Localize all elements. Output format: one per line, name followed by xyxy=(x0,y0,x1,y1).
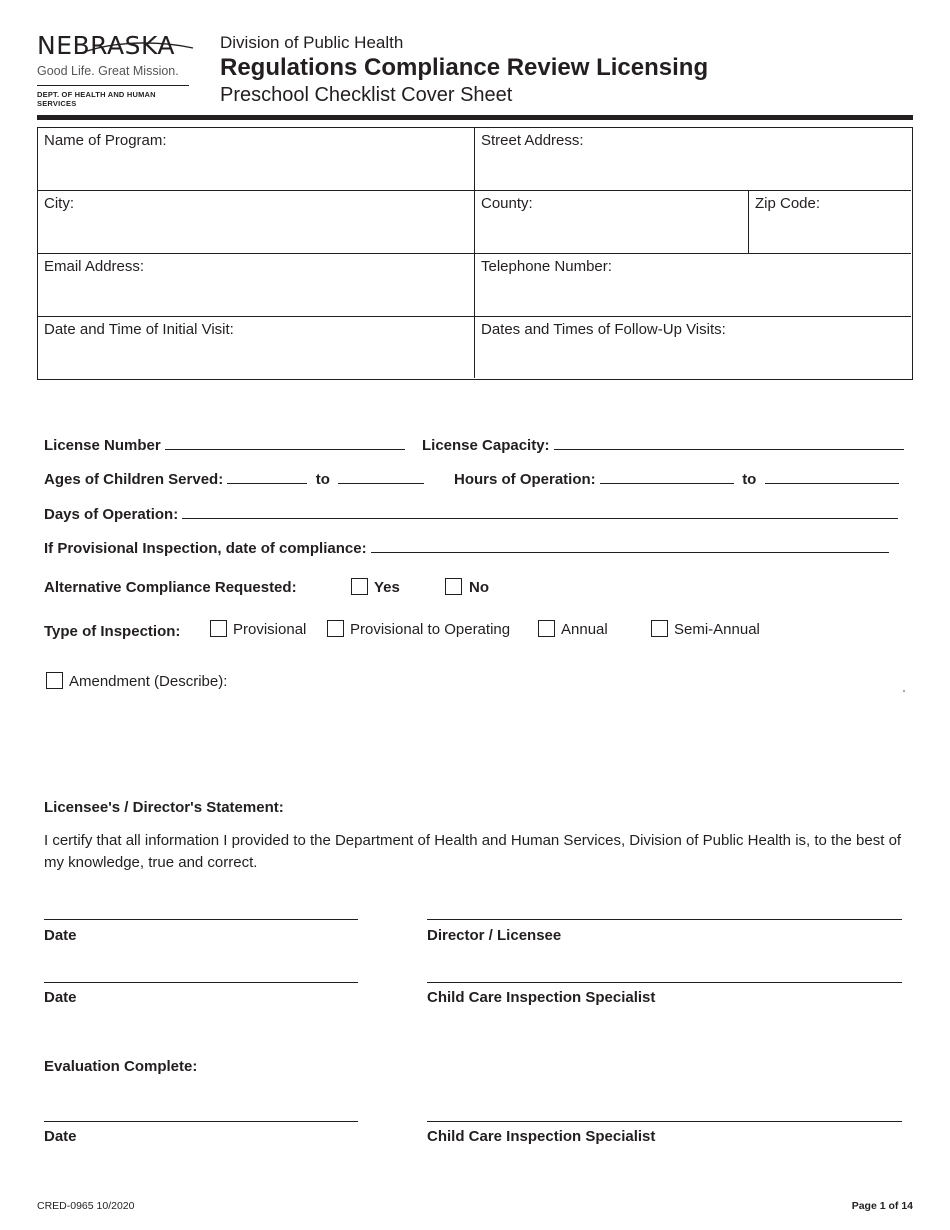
city-field[interactable] xyxy=(38,191,475,254)
amendment-checkbox[interactable] xyxy=(46,672,63,689)
amendment-label: Amendment (Describe): xyxy=(69,673,228,690)
telephone-number-label: Telephone Number: xyxy=(481,258,612,275)
zip-code-label: Zip Code: xyxy=(755,195,821,212)
document-header xyxy=(220,33,708,107)
ages-served-label: Ages of Children Served: xyxy=(44,471,224,488)
date-label-1: Date xyxy=(44,927,77,944)
type-of-inspection-label: Type of Inspection: xyxy=(44,623,181,640)
provisional-to-operating-label: Provisional to Operating xyxy=(350,621,511,638)
document-subtitle: Preschool Checklist Cover Sheet xyxy=(220,84,513,106)
provisional-label: Provisional xyxy=(233,621,307,638)
alt-compliance-no-label: No xyxy=(469,579,489,596)
logo-swoosh-icon xyxy=(85,38,195,54)
provisional-compliance-row xyxy=(44,539,889,557)
logo-dept: DEPT. OF HEALTH AND HUMAN SERVICES xyxy=(37,90,156,108)
date-label-3: Date xyxy=(44,1128,77,1145)
statement-heading: Licensee's / Director's Statement: xyxy=(44,799,284,816)
street-address-field[interactable] xyxy=(475,128,911,191)
initial-visit-label: Date and Time of Initial Visit: xyxy=(44,321,234,338)
alt-compliance-yes-checkbox[interactable] xyxy=(351,578,368,595)
inspection-specialist-label-1: Child Care Inspection Specialist xyxy=(427,989,656,1006)
name-of-program-field[interactable] xyxy=(38,128,475,191)
provisional-checkbox[interactable] xyxy=(210,620,227,637)
license-capacity-blank[interactable] xyxy=(554,436,904,450)
days-of-operation-blank[interactable] xyxy=(182,505,898,519)
hours-to-label: to xyxy=(742,471,757,488)
annual-checkbox[interactable] xyxy=(538,620,555,637)
ages-to-label: to xyxy=(315,471,330,488)
semi-annual-checkbox[interactable] xyxy=(651,620,668,637)
hours-to-blank[interactable] xyxy=(765,470,899,484)
ages-from-blank[interactable] xyxy=(227,470,307,484)
ages-to-blank[interactable] xyxy=(338,470,424,484)
provisional-compliance-label: If Provisional Inspection, date of compliance: xyxy=(44,540,367,557)
director-licensee-label: Director / Licensee xyxy=(427,927,562,944)
statement-text: I certify that all information I provided to the Department of Health and Human Services, Division of Public Health is, to the best of my knowledge, true and correct. xyxy=(44,832,902,871)
followup-visits-label: Dates and Times of Follow-Up Visits: xyxy=(481,321,726,338)
city-label: City: xyxy=(44,195,74,212)
page-number: Page 1 of 14 xyxy=(851,1200,913,1212)
alt-compliance-no-checkbox[interactable] xyxy=(445,578,462,595)
telephone-number-field[interactable] xyxy=(475,254,911,317)
zip-code-field[interactable] xyxy=(749,191,911,254)
street-address-label: Street Address: xyxy=(481,132,584,149)
days-of-operation-row xyxy=(44,505,898,523)
hours-from-blank[interactable] xyxy=(600,470,734,484)
date-signature-line-1[interactable] xyxy=(44,919,358,920)
logo-tagline: Good Life. Great Mission. xyxy=(37,64,179,78)
email-address-label: Email Address: xyxy=(44,258,145,275)
specialist-signature-line-1[interactable] xyxy=(427,982,902,983)
license-capacity-label: License Capacity: xyxy=(422,437,550,454)
director-signature-line[interactable] xyxy=(427,919,902,920)
division-name: Division of Public Health xyxy=(220,33,404,52)
provisional-compliance-blank[interactable] xyxy=(371,539,889,553)
license-number-row xyxy=(44,436,405,454)
ages-served-row xyxy=(44,470,424,488)
specialist-signature-line-2[interactable] xyxy=(427,1121,902,1122)
days-of-operation-label: Days of Operation: xyxy=(44,506,179,523)
county-label: County: xyxy=(481,195,533,212)
hours-of-operation-row xyxy=(454,470,899,488)
logo-divider xyxy=(37,85,189,86)
name-of-program-label: Name of Program: xyxy=(44,132,167,149)
county-field[interactable] xyxy=(475,191,749,254)
date-signature-line-2[interactable] xyxy=(44,982,358,983)
inspection-specialist-label-2: Child Care Inspection Specialist xyxy=(427,1128,656,1145)
provisional-to-operating-checkbox[interactable] xyxy=(327,620,344,637)
hours-of-operation-label: Hours of Operation: xyxy=(454,471,596,488)
followup-visits-field[interactable] xyxy=(475,317,911,378)
evaluation-complete-label: Evaluation Complete: xyxy=(44,1058,198,1075)
alt-compliance-yes-label: Yes xyxy=(374,579,400,596)
semi-annual-label: Semi-Annual xyxy=(674,621,760,638)
date-signature-line-3[interactable] xyxy=(44,1121,358,1122)
form-id: CRED-0965 10/2020 xyxy=(37,1200,135,1212)
date-label-2: Date xyxy=(44,989,77,1006)
alt-compliance-label: Alternative Compliance Requested: xyxy=(44,579,297,596)
license-number-blank[interactable] xyxy=(165,436,405,450)
logo-wordmark: NEBRASKA xyxy=(37,31,176,60)
license-capacity-row xyxy=(422,436,904,454)
program-info-grid xyxy=(37,127,913,380)
header-divider xyxy=(37,115,913,120)
initial-visit-field[interactable] xyxy=(38,317,475,378)
annual-label: Annual xyxy=(561,621,608,638)
license-number-label: License Number xyxy=(44,437,161,454)
stray-mark xyxy=(903,690,905,692)
nebraska-dhhs-logo xyxy=(37,32,195,108)
email-address-field[interactable] xyxy=(38,254,475,317)
document-title: Regulations Compliance Review Licensing xyxy=(220,54,709,81)
